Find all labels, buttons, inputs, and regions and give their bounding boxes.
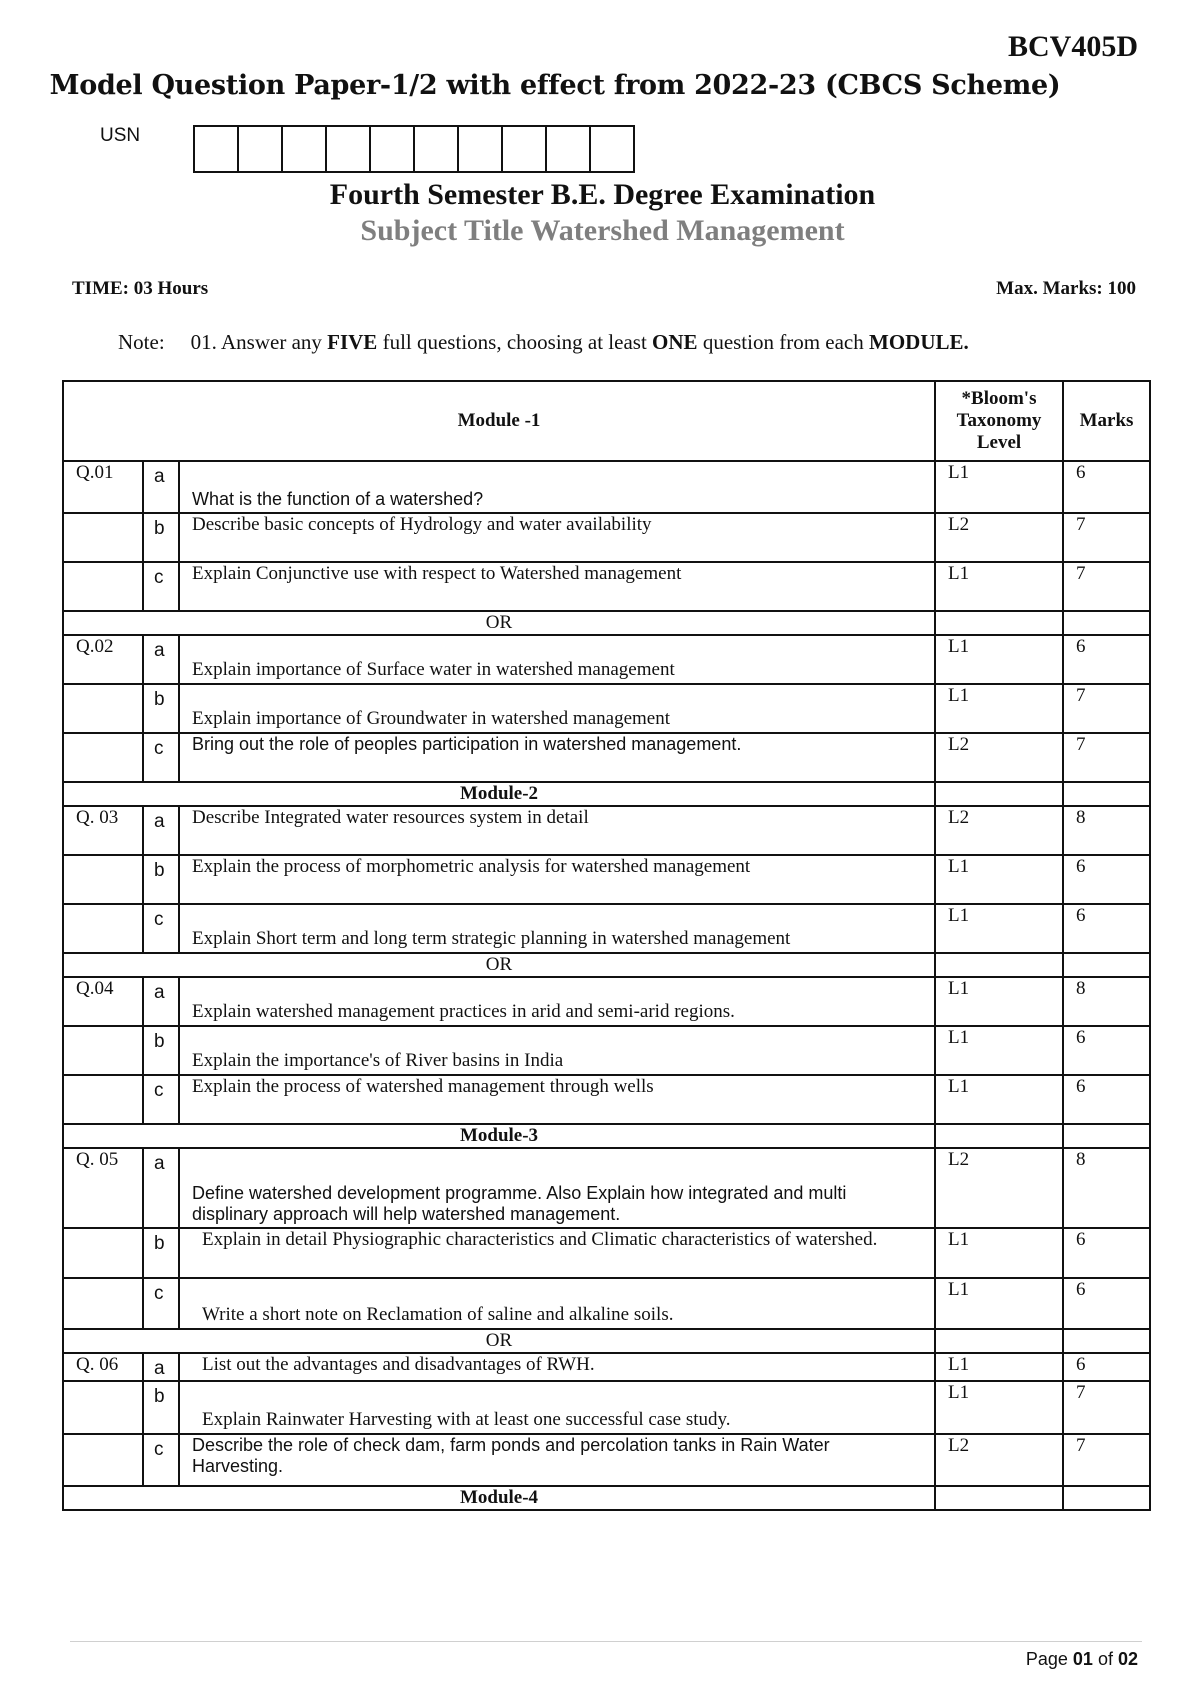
page-number (1026, 1649, 1138, 1670)
or-row (63, 953, 1150, 977)
blooms-level: L1 (935, 1026, 1063, 1075)
marks-value: 8 (1063, 806, 1150, 855)
module-row (63, 782, 1150, 806)
part-label: b (143, 513, 179, 562)
page-of: of (1092, 1649, 1118, 1669)
exam-title: Fourth Semester B.E. Degree Examination (329, 178, 876, 211)
usn-box (415, 127, 459, 171)
note-emphasis: MODULE. (869, 330, 969, 354)
or-row (63, 1329, 1150, 1353)
question-text: Explain the process of watershed management through wells (179, 1075, 935, 1124)
or-row (63, 611, 1150, 635)
subject-code: BCV405D (1007, 30, 1138, 63)
table-row (63, 513, 1150, 562)
usn-box (239, 127, 283, 171)
question-text: Define watershed development programme. Also Explain how integrated and multi displinary approach will help watershed management. (179, 1148, 935, 1228)
blooms-level: L1 (935, 855, 1063, 904)
marks-value: 8 (1063, 977, 1150, 1026)
part-label: a (143, 1148, 179, 1228)
question-text: Explain watershed management practices in arid and semi-arid regions. (179, 977, 935, 1026)
note-text: full questions, choosing at least (377, 330, 653, 354)
question-number: Q.04 (63, 977, 143, 1026)
usn-box (327, 127, 371, 171)
table-row (63, 855, 1150, 904)
question-text: Explain Conjunctive use with respect to Watershed management (179, 562, 935, 611)
marks-value: 6 (1063, 1228, 1150, 1278)
part-label: b (143, 855, 179, 904)
table-row (63, 461, 1150, 513)
max-marks-label: Max. Marks: 100 (996, 278, 1136, 299)
part-label: b (143, 1026, 179, 1075)
marks-value: 7 (1063, 684, 1150, 733)
or-separator: OR (63, 1329, 935, 1353)
blooms-header: *Bloom's Taxonomy Level (935, 381, 1063, 461)
question-text: Describe the role of check dam, farm ponds and percolation tanks in Rain Water Harvesting. (179, 1434, 935, 1486)
question-number: Q.01 (63, 461, 143, 513)
table-row (63, 684, 1150, 733)
part-label: c (143, 1075, 179, 1124)
part-label: c (143, 1278, 179, 1329)
or-separator: OR (63, 953, 935, 977)
question-text: Describe basic concepts of Hydrology and water availability (179, 513, 935, 562)
question-text: Explain Rainwater Harvesting with at least one successful case study. (179, 1381, 935, 1434)
question-table (62, 380, 1151, 1511)
usn-box (503, 127, 547, 171)
table-row (63, 806, 1150, 855)
blooms-level: L1 (935, 635, 1063, 684)
marks-value: 7 (1063, 513, 1150, 562)
blooms-level: L1 (935, 461, 1063, 513)
footer-divider (70, 1641, 1142, 1642)
note-label: Note: (118, 330, 165, 354)
marks-value: 6 (1063, 855, 1150, 904)
module-heading: Module-4 (63, 1486, 935, 1510)
note-emphasis: FIVE (327, 330, 378, 354)
note-text: 01. Answer any (190, 330, 328, 354)
blooms-level: L2 (935, 1148, 1063, 1228)
marks-value: 6 (1063, 1075, 1150, 1124)
part-label: a (143, 806, 179, 855)
part-label: b (143, 1381, 179, 1434)
instructions-note (118, 330, 969, 355)
table-row (63, 1075, 1150, 1124)
usn-box (459, 127, 503, 171)
usn-boxes (193, 125, 635, 173)
blooms-level: L1 (935, 1353, 1063, 1381)
blooms-level: L1 (935, 1381, 1063, 1434)
question-text: What is the function of a watershed? (179, 461, 935, 513)
blooms-level: L1 (935, 904, 1063, 953)
marks-value: 6 (1063, 1026, 1150, 1075)
part-label: c (143, 562, 179, 611)
question-number: Q. 06 (63, 1353, 143, 1381)
blooms-level: L2 (935, 513, 1063, 562)
part-label: c (143, 904, 179, 953)
marks-value: 6 (1063, 1278, 1150, 1329)
question-text: Explain importance of Groundwater in watershed management (179, 684, 935, 733)
table-row (63, 562, 1150, 611)
note-text: question from each (697, 330, 870, 354)
part-label: a (143, 1353, 179, 1381)
table-row (63, 1434, 1150, 1486)
table-row (63, 1228, 1150, 1278)
marks-value: 7 (1063, 562, 1150, 611)
subject-title: Subject Title Watershed Management (360, 214, 845, 247)
question-number: Q.02 (63, 635, 143, 684)
module-heading: Module-2 (63, 782, 935, 806)
question-text: Explain the importance's of River basins in India (179, 1026, 935, 1075)
table-row (63, 733, 1150, 782)
usn-box (547, 127, 591, 171)
table-header-row (63, 381, 1150, 461)
question-text: Explain importance of Surface water in watershed management (179, 635, 935, 684)
marks-value: 7 (1063, 733, 1150, 782)
part-label: c (143, 733, 179, 782)
marks-value: 7 (1063, 1381, 1150, 1434)
module-heading: Module-3 (63, 1124, 935, 1148)
blooms-level: L1 (935, 1228, 1063, 1278)
paper-title: Model Question Paper-1/2 with effect from 2022-23 (CBCS Scheme) (49, 70, 1061, 101)
marks-header: Marks (1063, 381, 1150, 461)
question-text: Explain in detail Physiographic characteristics and Climatic characteristics of watershed. (179, 1228, 935, 1278)
part-label: a (143, 977, 179, 1026)
table-row (63, 977, 1150, 1026)
blooms-level: L1 (935, 684, 1063, 733)
question-number: Q. 03 (63, 806, 143, 855)
usn-label: USN (100, 125, 141, 146)
note-emphasis: ONE (652, 330, 698, 354)
page-prefix: Page (1025, 1649, 1073, 1669)
time-label: TIME: 03 Hours (72, 278, 209, 299)
module-heading: Module -1 (63, 381, 935, 461)
table-row (63, 1148, 1150, 1228)
part-label: c (143, 1434, 179, 1486)
blooms-level: L1 (935, 1278, 1063, 1329)
table-row (63, 904, 1150, 953)
table-row (63, 1381, 1150, 1434)
marks-value: 6 (1063, 904, 1150, 953)
table-row (63, 1026, 1150, 1075)
question-number: Q. 05 (63, 1148, 143, 1228)
blooms-level: L1 (935, 562, 1063, 611)
usn-box (591, 127, 633, 171)
marks-value: 6 (1063, 635, 1150, 684)
part-label: a (143, 461, 179, 513)
table-row (63, 1353, 1150, 1381)
usn-box (283, 127, 327, 171)
question-text: Explain Short term and long term strategic planning in watershed management (179, 904, 935, 953)
marks-value: 8 (1063, 1148, 1150, 1228)
usn-box (195, 127, 239, 171)
marks-value: 7 (1063, 1434, 1150, 1486)
marks-value: 6 (1063, 461, 1150, 513)
usn-box (371, 127, 415, 171)
question-text: Write a short note on Reclamation of saline and alkaline soils. (179, 1278, 935, 1329)
page-current: 01 (1072, 1649, 1093, 1669)
table-row (63, 635, 1150, 684)
marks-value: 6 (1063, 1353, 1150, 1381)
part-label: b (143, 1228, 179, 1278)
blooms-level: L1 (935, 1075, 1063, 1124)
question-text: Bring out the role of peoples participation in watershed management. (179, 733, 935, 782)
table-row (63, 1278, 1150, 1329)
blooms-level: L2 (935, 733, 1063, 782)
module-row (63, 1124, 1150, 1148)
or-separator: OR (63, 611, 935, 635)
module-row (63, 1486, 1150, 1510)
page-total: 02 (1117, 1649, 1138, 1669)
blooms-level: L2 (935, 1434, 1063, 1486)
question-text: Describe Integrated water resources system in detail (179, 806, 935, 855)
part-label: a (143, 635, 179, 684)
question-text: Explain the process of morphometric analysis for watershed management (179, 855, 935, 904)
blooms-level: L1 (935, 977, 1063, 1026)
question-text: List out the advantages and disadvantages of RWH. (179, 1353, 935, 1381)
part-label: b (143, 684, 179, 733)
blooms-level: L2 (935, 806, 1063, 855)
